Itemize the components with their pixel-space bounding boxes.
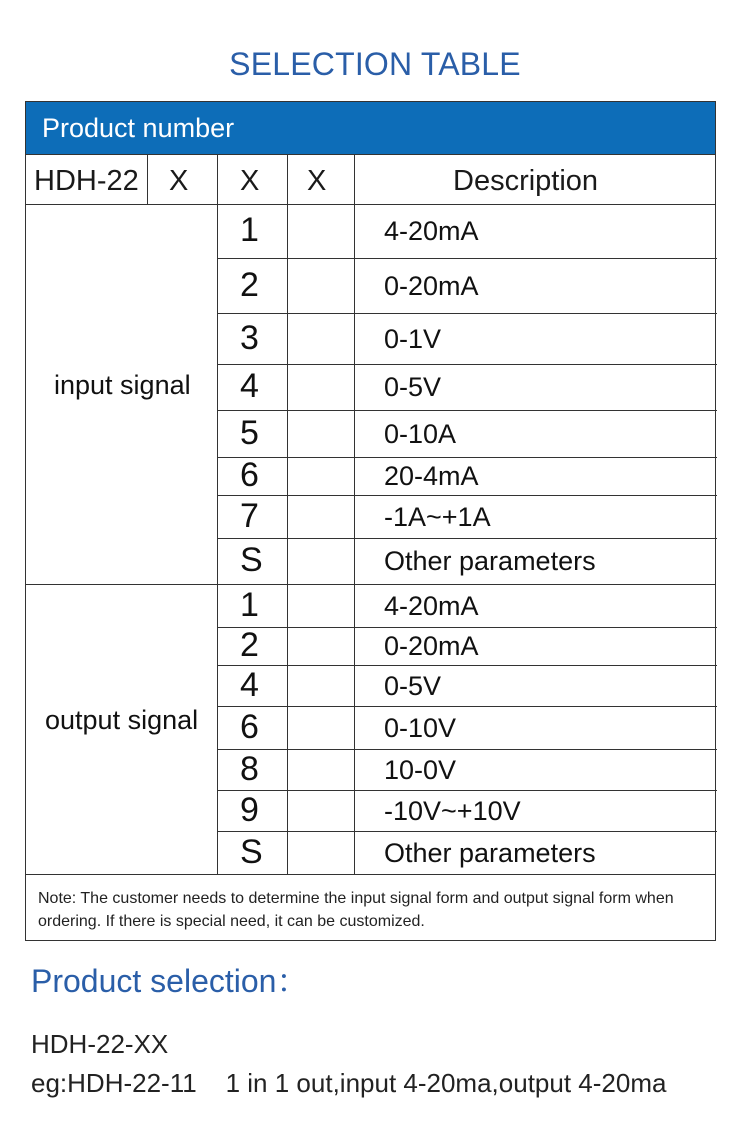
model-header: HDH-22 — [34, 165, 139, 197]
page-title: SELECTION TABLE — [229, 46, 521, 82]
input-code-8: S — [240, 541, 263, 579]
x-header-3: X — [307, 165, 327, 197]
output-signal-label: output signal — [45, 705, 199, 735]
header-bottom-line — [26, 204, 715, 205]
code-column-left-line — [217, 154, 218, 874]
input-desc-4: 0-5V — [384, 372, 442, 402]
input-code-7: 7 — [240, 496, 259, 535]
input-code-5: 5 — [240, 413, 259, 452]
input-desc-8: Other parameters — [384, 546, 596, 576]
code-column-right-line — [287, 154, 288, 874]
input-desc-6: 20-4mA — [384, 461, 479, 491]
x-header-1: X — [169, 165, 189, 197]
output-row-divider — [217, 749, 717, 750]
output-code-7: S — [240, 832, 263, 871]
example-line: eg:HDH-22-11 1 in 1 out,input 4-20ma,output 4-20ma — [31, 1068, 667, 1098]
description-header: Description — [453, 165, 599, 197]
input-row-divider — [217, 538, 717, 539]
model-code: HDH-22-XX — [31, 1029, 169, 1059]
output-desc-4: 0-10V — [384, 712, 457, 743]
output-desc-2: 0-20mA — [384, 631, 479, 661]
output-code-4: 6 — [240, 707, 259, 746]
input-row-divider — [217, 457, 717, 458]
output-desc-7: Other parameters — [384, 837, 596, 868]
input-row-divider — [217, 495, 717, 496]
input-row-divider — [217, 410, 717, 411]
output-code-3: 4 — [240, 665, 259, 704]
input-row-divider — [217, 258, 717, 259]
output-code-5: 8 — [240, 749, 259, 788]
output-row-divider — [217, 706, 717, 707]
output-desc-5: 10-0V — [384, 754, 457, 785]
input-code-6: 6 — [240, 456, 259, 494]
input-desc-2: 0-20mA — [384, 270, 479, 301]
output-row-divider — [217, 831, 717, 832]
output-code-2: 2 — [240, 626, 259, 664]
input-code-4: 4 — [240, 367, 259, 405]
input-signal-label: input signal — [54, 370, 191, 400]
x-header-2: X — [240, 165, 260, 197]
input-desc-5: 0-10A — [384, 418, 457, 449]
header-divider-1 — [147, 154, 148, 204]
desc-column-left-line — [354, 154, 355, 874]
table-bottom-line — [26, 874, 715, 875]
input-desc-3: 0-1V — [384, 323, 442, 354]
input-row-divider — [217, 313, 717, 314]
header-top-line — [26, 154, 715, 155]
input-desc-7: -1A~+1A — [384, 501, 491, 532]
output-row-divider — [217, 790, 717, 791]
input-code-1: 1 — [240, 211, 259, 249]
output-code-1: 1 — [240, 585, 259, 624]
output-desc-3: 0-5V — [384, 670, 442, 701]
output-code-6: 9 — [240, 790, 259, 829]
input-code-3: 3 — [240, 318, 259, 357]
product-selection-heading: Product selection： — [31, 963, 309, 999]
input-desc-1: 4-20mA — [384, 216, 479, 246]
input-code-2: 2 — [240, 265, 259, 304]
output-row-divider — [217, 665, 717, 666]
output-desc-1: 4-20mA — [384, 590, 479, 621]
output-row-divider — [217, 627, 717, 628]
product-number-header: Product number — [26, 102, 715, 154]
output-desc-6: -10V~+10V — [384, 795, 521, 826]
selection-table — [25, 101, 716, 941]
input-row-divider — [217, 364, 717, 365]
note-text: Note: The customer needs to determine the input signal form and output signal form when ordering. If there is special need, it can be customized. — [38, 890, 674, 930]
group-divider-line — [26, 584, 715, 585]
